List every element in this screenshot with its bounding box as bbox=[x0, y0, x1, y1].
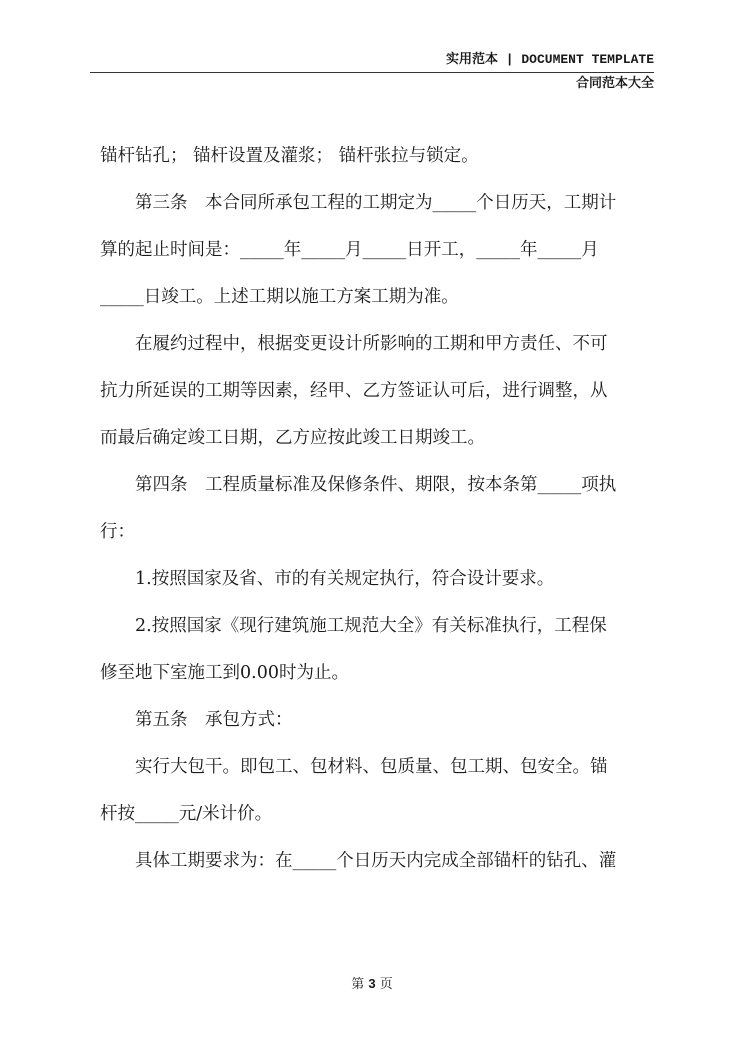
document-body bbox=[100, 133, 660, 885]
text-line: _____日竣工。上述工期以施工方案工期为准。 bbox=[100, 287, 459, 307]
text-line: 杆按_____元/米计价。 bbox=[100, 804, 273, 824]
text-line: 2.按照国家《现行建筑施工规范大全》有关标准执行，工程保 bbox=[100, 616, 607, 636]
text-line: 在履约过程中，根据变更设计所影响的工期和甲方责任、不可 bbox=[100, 334, 608, 354]
text-line: 第五条 承包方式： bbox=[100, 710, 293, 730]
text-line: 抗力所延误的工期等因素，经甲、乙方签证认可后，进行调整，从 bbox=[100, 381, 608, 401]
text-line: 修至地下室施工到0.00时为止。 bbox=[100, 663, 349, 683]
text-line: 行： bbox=[100, 522, 135, 542]
page-number-prefix: 第 bbox=[351, 977, 365, 992]
text-line: 1.按照国家及省、市的有关规定执行，符合设计要求。 bbox=[100, 569, 555, 589]
text-line: 算的起止时间是：_____年_____月_____日开工，_____年_____月 bbox=[100, 240, 599, 260]
header-title: 实用范本 | DOCUMENT TEMPLATE bbox=[445, 52, 654, 67]
page-footer bbox=[0, 975, 744, 994]
text-line: 锚杆钻孔； 锚杆设置及灌浆； 锚杆张拉与锁定。 bbox=[100, 146, 479, 166]
text-line: 实行大包干。即包工、包材料、包质量、包工期、包安全。锚 bbox=[100, 757, 608, 777]
text-line: 第三条 本合同所承包工程的工期定为_____个日历天，工期计 bbox=[100, 193, 617, 213]
text-line: 具体工期要求为：在_____个日历天内完成全部锚杆的钻孔、灌 bbox=[100, 851, 617, 871]
text-line: 第四条 工程质量标准及保修条件、期限，按本条第_____项执 bbox=[100, 475, 617, 495]
text-line: 而最后确定竣工日期，乙方应按此竣工日期竣工。 bbox=[100, 428, 485, 448]
page-number: 3 bbox=[368, 976, 376, 991]
page-header bbox=[90, 50, 654, 95]
header-subtitle: 合同范本大全 bbox=[575, 76, 654, 91]
page-number-suffix: 页 bbox=[379, 977, 393, 992]
